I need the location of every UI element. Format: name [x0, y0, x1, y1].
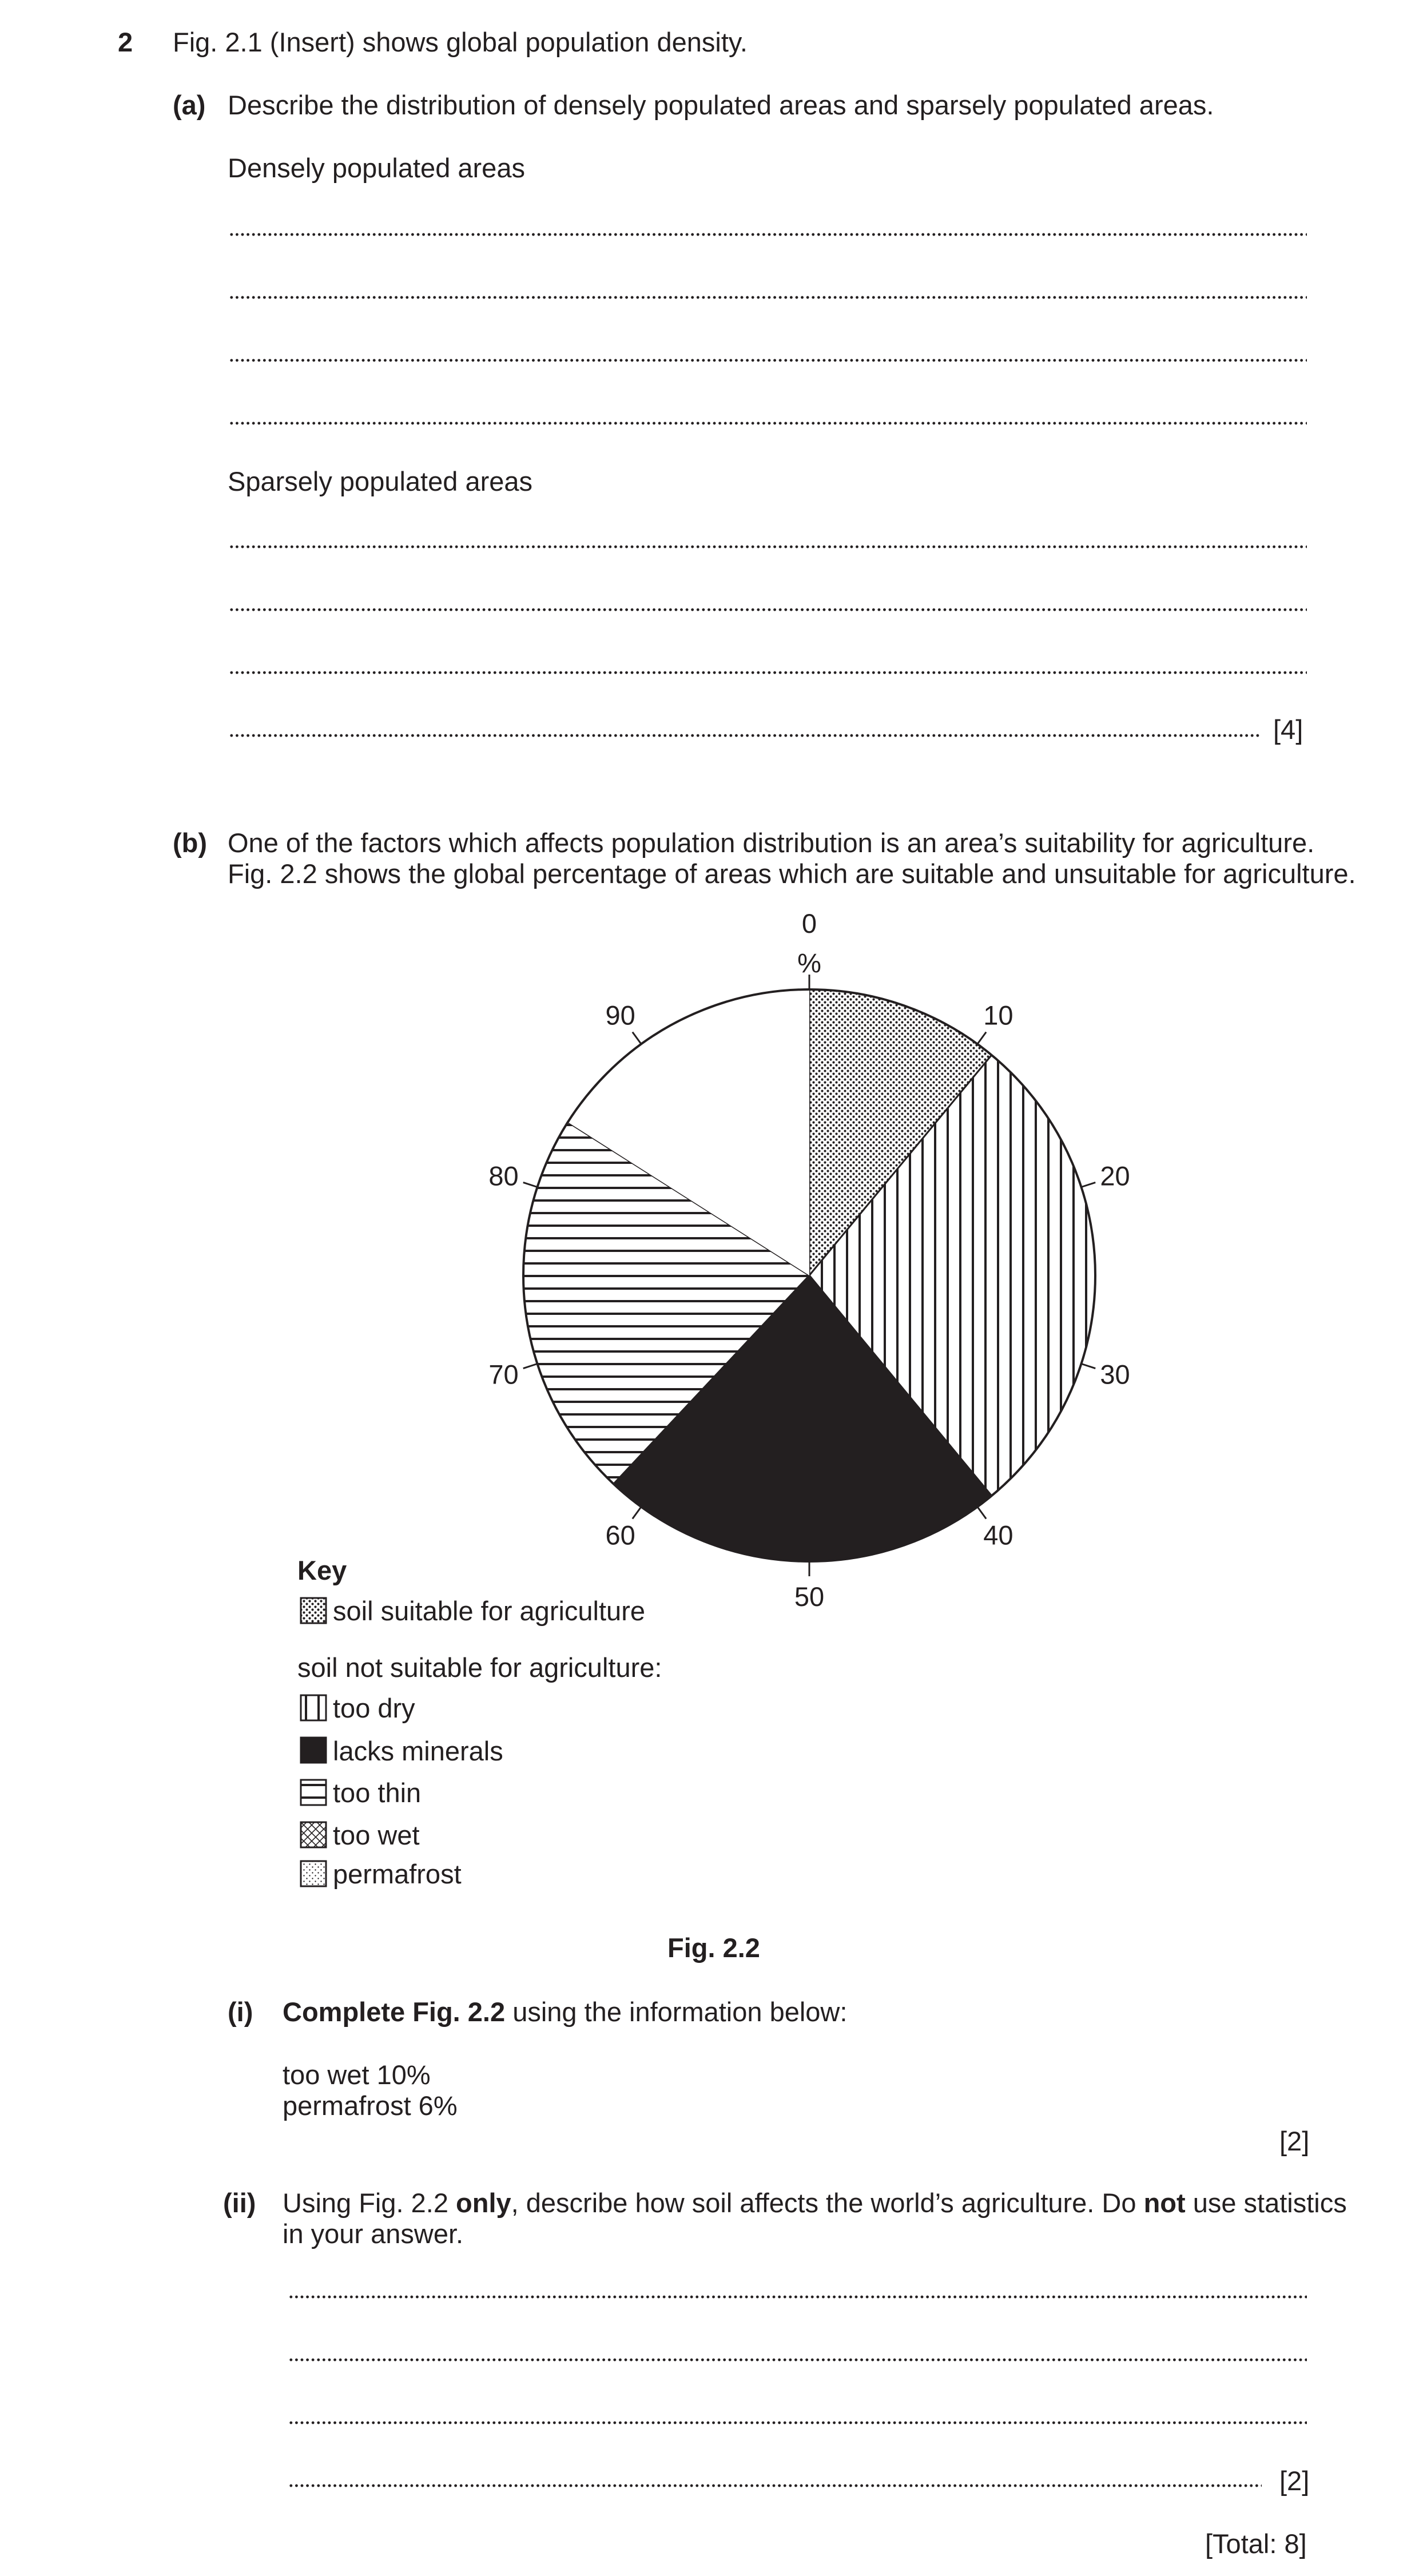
key-permafrost-label: permafrost: [333, 1859, 462, 1889]
answer-line[interactable]: [229, 733, 1262, 738]
info-permafrost: permafrost 6%: [283, 2090, 458, 2121]
part-a-marks: [4]: [1273, 714, 1303, 745]
part-b-ii-marks: [2]: [1279, 2466, 1310, 2496]
answer-line[interactable]: [229, 544, 1307, 549]
part-b-ii-label: (ii): [223, 2188, 256, 2218]
dense-heading: Densely populated areas: [228, 153, 525, 183]
answer-line[interactable]: [229, 232, 1307, 237]
tick-label: 70: [488, 1359, 519, 1390]
part-b-label: (b): [173, 828, 208, 858]
key-too-wet-label: too wet: [333, 1820, 420, 1850]
question-intro: Fig. 2.1 (Insert) shows global population density.: [173, 27, 748, 57]
tick-label: 40: [983, 1520, 1013, 1551]
info-too-wet: too wet 10%: [283, 2060, 431, 2090]
tick-label: 10: [983, 1000, 1013, 1031]
key-too-dry-label: too dry: [333, 1693, 415, 1723]
tick-mark: [977, 1032, 986, 1044]
answer-line[interactable]: [288, 2420, 1307, 2425]
tick-label: 50: [794, 1581, 825, 1612]
total-marks: [Total: 8]: [1205, 2529, 1307, 2559]
tick-mark: [977, 1507, 986, 1519]
solid-black-swatch: [300, 1736, 327, 1764]
figure-caption: Fig. 2.2: [667, 1933, 760, 1963]
part-b-i-rest: using the information below:: [505, 1997, 848, 2027]
part-b-i-bold: Complete Fig. 2.2: [283, 1997, 506, 2027]
fine-dots-swatch: [300, 1860, 327, 1887]
percent-unit-label: %: [797, 948, 821, 978]
part-b-ii-start: Using Fig. 2.2: [283, 2188, 456, 2218]
answer-line[interactable]: [229, 670, 1307, 675]
part-b-line1: One of the factors which affects population distribution is an area’s suitability for agriculture.: [228, 828, 1315, 858]
pie-chart: [400, 892, 1130, 1619]
part-b-line2: Fig. 2.2 shows the global percentage of areas which are suitable and unsuitable for agriculture.: [228, 858, 1356, 889]
answer-line[interactable]: [288, 2295, 1307, 2299]
tick-label: 90: [605, 1000, 635, 1031]
dots-pattern-swatch: [300, 1597, 327, 1624]
question-number: 2: [118, 27, 133, 57]
tick-mark: [1082, 1364, 1096, 1369]
key-too-thin-label: too thin: [333, 1778, 422, 1808]
tick-label: 60: [605, 1520, 635, 1551]
tick-label: 20: [1100, 1160, 1130, 1191]
part-b-ii-end: use statistics: [1185, 2188, 1347, 2218]
tick-mark: [633, 1507, 641, 1519]
vertical-lines-swatch: [300, 1694, 327, 1722]
part-b-i-label: (i): [228, 1997, 253, 2027]
part-b-ii-text: [283, 2189, 1347, 2216]
part-b-ii-bold-not: not: [1143, 2188, 1186, 2218]
horizontal-lines-swatch: [300, 1779, 327, 1806]
tick-label: 0: [801, 908, 817, 939]
tick-mark: [523, 1364, 538, 1369]
part-b-i-marks: [2]: [1279, 2126, 1310, 2156]
tick-label: 80: [488, 1160, 519, 1191]
answer-line[interactable]: [229, 358, 1307, 363]
key-lacks-minerals-label: lacks minerals: [333, 1736, 503, 1766]
part-b-ii-mid: , describe how soil affects the world’s agriculture. Do: [511, 2188, 1144, 2218]
answer-line[interactable]: [288, 2358, 1307, 2362]
answer-line[interactable]: [229, 295, 1307, 300]
part-b-i-text: [283, 1998, 847, 2025]
key-unsuitable-heading: soil not suitable for agriculture:: [297, 1652, 662, 1683]
key-suitable-label: soil suitable for agriculture: [333, 1596, 645, 1626]
answer-line[interactable]: [288, 2483, 1262, 2488]
sparse-heading: Sparsely populated areas: [228, 466, 533, 496]
key-title: Key: [297, 1555, 347, 1585]
part-b-ii-bold-only: only: [456, 2188, 511, 2218]
answer-line[interactable]: [229, 607, 1307, 612]
crosshatch-swatch: [300, 1821, 327, 1848]
part-a-text: Describe the distribution of densely populated areas and sparsely populated areas.: [228, 90, 1214, 120]
part-b-ii-line2: in your answer.: [283, 2219, 464, 2249]
answer-line[interactable]: [229, 421, 1307, 426]
tick-label: 30: [1100, 1359, 1130, 1390]
tick-mark: [633, 1032, 641, 1044]
tick-mark: [1082, 1182, 1096, 1187]
tick-mark: [523, 1182, 538, 1187]
part-a-label: (a): [173, 90, 206, 120]
